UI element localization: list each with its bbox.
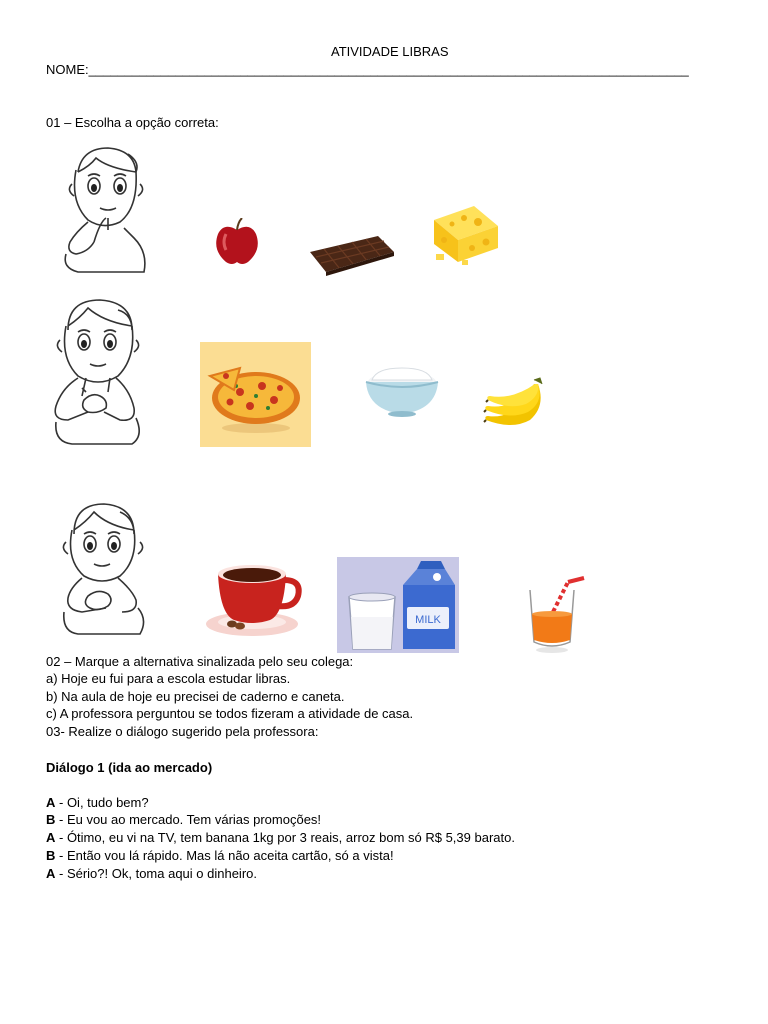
dialog-speaker: A	[46, 830, 56, 845]
boy-sign-illustration-1	[48, 142, 152, 274]
dialog-title: Diálogo 1 (ida ao mercado)	[46, 760, 213, 775]
dialog-line	[46, 795, 149, 811]
milk-carton-label: MILK	[415, 614, 441, 626]
question-3-prompt: 03- Realize o diálogo sugerido pela professora:	[46, 724, 319, 739]
name-field-label: NOME:___________________________________________________________________________________	[46, 62, 689, 77]
dialog-speaker: A	[46, 866, 56, 881]
chocolate-bar-icon[interactable]	[306, 232, 398, 276]
worksheet-title: ATIVIDADE LIBRAS	[331, 44, 449, 59]
apple-icon[interactable]	[214, 218, 260, 266]
dialog-line	[46, 848, 394, 864]
dialog-text: - Sério?! Ok, toma aqui o dinheiro.	[55, 866, 257, 881]
cheese-icon[interactable]	[428, 200, 508, 268]
dialog-speaker: B	[46, 812, 56, 827]
question-2-prompt: 02 – Marque a alternativa sinalizada pelo seu colega:	[46, 654, 354, 669]
dialog-line	[46, 830, 515, 846]
orange-juice-icon[interactable]	[524, 572, 586, 654]
dialog-speaker: A	[46, 795, 56, 810]
dialog-text: - Oi, tudo bem?	[55, 795, 149, 810]
dialog-text: - Então vou lá rápido. Mas lá não aceita cartão, só a vista!	[55, 848, 394, 863]
bananas-icon[interactable]	[480, 376, 552, 430]
dialog-text: - Ótimo, eu vi na TV, tem banana 1kg por 3 reais, arroz bom só R$ 5,39 barato.	[55, 830, 515, 845]
boy-sign-illustration-2	[48, 296, 148, 446]
question-2-option-a[interactable]: a) Hoje eu fui para a escola estudar libras.	[46, 671, 291, 686]
pizza-icon[interactable]	[200, 342, 311, 447]
dialog-speaker: B	[46, 848, 56, 863]
rice-bowl-icon[interactable]	[362, 362, 442, 418]
dialog-line	[46, 866, 257, 882]
question-1-prompt: 01 – Escolha a opção correta:	[46, 115, 219, 130]
question-2-option-c[interactable]: c) A professora perguntou se todos fizeram a atividade de casa.	[46, 706, 414, 721]
question-2-option-b[interactable]: b) Na aula de hoje eu precisei de caderno e caneta.	[46, 689, 345, 704]
dialog-text: - Eu vou ao mercado. Tem várias promoções!	[55, 812, 322, 827]
boy-sign-illustration-3	[48, 500, 152, 636]
dialog-line	[46, 812, 321, 828]
milk-icon[interactable]	[337, 557, 459, 653]
coffee-cup-icon[interactable]	[204, 558, 304, 640]
